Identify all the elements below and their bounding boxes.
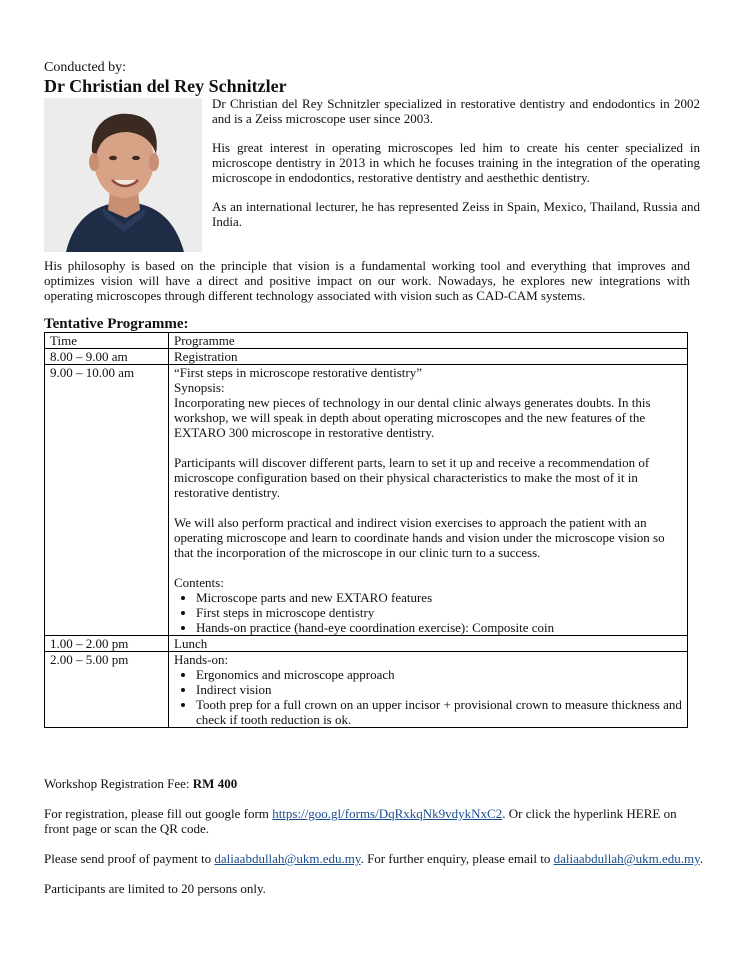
row-time: 8.00 – 9.00 am [45, 349, 169, 365]
conducted-by-label: Conducted by: [44, 60, 127, 75]
bio-paragraph-3: As an international lecturer, he has represented Zeiss in Spain, Mexico, Thailand, Russia and India. [212, 199, 700, 229]
portrait-photo [44, 98, 202, 252]
table-row [45, 349, 688, 365]
footer-section [44, 776, 704, 911]
synopsis-label: Synopsis: [174, 380, 225, 395]
bio-section [44, 96, 700, 256]
list-item: • Tooth prep for a full crown on an upper incisor + provisional crown to measure thickness and check if tooth reduction is ok. [196, 697, 682, 727]
synopsis-paragraph-3: We will also perform practical and indirect vision exercises to approach the patient with an operating microscope and learn to coordinate hands and vision under the microscope vision so that the incorporation of the microscope in our clinic turn to a success. [174, 515, 665, 560]
row-time: 2.00 – 5.00 pm [45, 652, 169, 728]
table-row [45, 652, 688, 728]
list-item: • First steps in microscope dentistry [196, 605, 682, 620]
col-programme-header: Programme [169, 333, 688, 349]
payment-line [44, 851, 704, 866]
hands-on-list [174, 667, 682, 727]
payment-text: Please send proof of payment to [44, 851, 215, 866]
payment-end: . [699, 851, 703, 866]
bio-paragraph-2: His great interest in operating microscopes led him to create his center specialized in microscope dentistry in 2013 in which he focuses training in the integration of the operating microscope in endodontics, restorative dentistry and aesthethic dentistry. [212, 140, 700, 185]
registration-text-2: . Or click the hyperlink HERE on front page or scan the QR code. [44, 806, 677, 836]
list-item: • Indirect vision [196, 682, 682, 697]
portrait-photo-icon [44, 98, 202, 252]
row-programme [169, 652, 688, 728]
list-item: • Microscope parts and new EXTARO features [196, 590, 682, 605]
list-item: • Ergonomics and microscope approach [196, 667, 682, 682]
participant-limit: Participants are limited to 20 persons only. [44, 881, 266, 896]
fee-value: RM 400 [192, 776, 238, 791]
contents-list [174, 590, 682, 635]
enquiry-email-link[interactable]: daliaabdullah@ukm.edu.my [553, 851, 700, 866]
bio-text [212, 96, 700, 229]
enquiry-text: . For further enquiry, please email to [360, 851, 554, 866]
flyer-page [44, 60, 700, 728]
row-programme: Registration [169, 349, 688, 365]
row-time: 9.00 – 10.00 am [45, 365, 169, 636]
table-header-row [45, 333, 688, 349]
row-time: 1.00 – 2.00 pm [45, 636, 169, 652]
synopsis-paragraph-1: Incorporating new pieces of technology in our dental clinic always generates doubts. In this workshop, we will speak in depth about operating microscopes and the new features of the EXTARO 300 microscope in restorative dentistry. [174, 395, 651, 440]
payment-email-link[interactable]: daliaabdullah@ukm.edu.my [214, 851, 361, 866]
session-title: Hands-on: [174, 652, 229, 667]
google-form-link[interactable]: https://goo.gl/forms/DqRxkqNk9vdykNxC2 [272, 806, 503, 821]
presenter-name: Dr Christian del Rey Schnitzler [44, 76, 287, 96]
col-time-header: Time [45, 333, 169, 349]
programme-table [44, 332, 688, 728]
bio-paragraph-1: Dr Christian del Rey Schnitzler specialized in restorative dentistry and endodontics in 2002 and is a Zeiss microscope user since 2003. [212, 96, 700, 126]
registration-line [44, 806, 704, 836]
row-programme: Lunch [169, 636, 688, 652]
programme-heading: Tentative Programme: [44, 316, 189, 332]
session-title: “First steps in microscope restorative dentistry” [174, 365, 423, 380]
table-row [45, 365, 688, 636]
fee-line [44, 776, 704, 791]
registration-text: For registration, please fill out google form [44, 806, 273, 821]
table-row [45, 636, 688, 652]
philosophy-paragraph: His philosophy is based on the principle that vision is a fundamental working tool and everything that improves and optimizes vision will have a direct and positive impact on our work. Nowadays, he explores new integrations with operating microscopes through different technology associated with vision such as CAD-CAM systems. [44, 258, 690, 303]
fee-label: Workshop Registration Fee: [44, 776, 193, 791]
list-item: • Hands-on practice (hand-eye coordination exercise): Composite coin [196, 620, 682, 635]
contents-label: Contents: [174, 575, 224, 590]
row-programme [169, 365, 688, 636]
synopsis-paragraph-2: Participants will discover different parts, learn to set it up and receive a recommendation of microscope configuration based on their physical characteristics to make the most of it in restorative dentistry. [174, 455, 650, 500]
